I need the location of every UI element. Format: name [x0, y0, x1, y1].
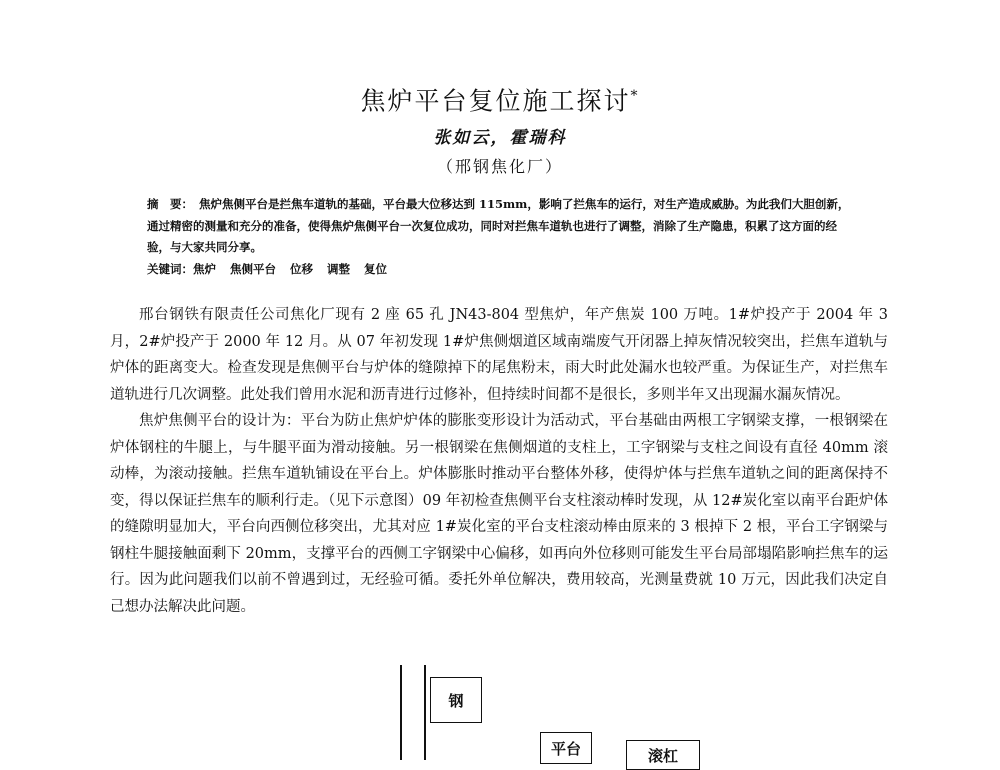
title-block	[0, 80, 1000, 177]
abstract	[147, 194, 859, 280]
paragraph: 焦炉焦侧平台的设计为：平台为防止焦炉炉体的膨胀变形设计为活动式，平台基础由两根工字钢梁支撑，一根钢梁在炉体钢柱的牛腿上，与牛腿平面为滑动接触。另一根钢梁在焦侧烟道的支柱上，工字钢梁与支柱之间设有直径 40mm 滚动棒，为滚动接触。拦焦车道轨铺设在平台上。炉体膨胀时推动平台整体外移，使得炉体与拦焦车道轨之间的距离保持不变，得以保证拦焦车的顺利行走。（见下示意图）09 年初检查焦侧平台支柱滚动棒时发现，从 12#炭化室以南平台距炉体的缝隙明显加大，平台向西侧位移突出，尤其对应 1#炭化室的平台支柱滚动棒由原来的 3 根掉下 2 根，平台工字钢梁与钢柱牛腿接触面剩下 20mm，支撑平台的西侧工字钢梁中心偏移，如再向外位移则可能发生平台局部塌陷影响拦焦车的运行。因为此问题我们以前不曾遇到过，无经验可循。委托外单位解决，费用较高，光测量费就 10 万元，因此我们决定自己想办法解决此问题。	[110, 413, 888, 615]
title-footnote-mark: *	[630, 88, 640, 104]
keyword: 焦侧平台	[230, 261, 276, 276]
platform-label-box: 平台	[540, 732, 592, 764]
abstract-text: 摘 要： 焦炉焦侧平台是拦焦车道轨的基础，平台最大位移达到 115mm，影响了拦焦车的运行，对生产造成威胁。为此我们大胆创新，通过精密的测量和充分的准备，使得焦炉焦侧平台一次复位成功，同时对拦焦车道轨也进行了调整，消除了生产隐患，积累了这方面的经验，与大家共同分享。	[147, 197, 850, 254]
keyword: 焦炉	[193, 261, 216, 276]
keywords-label: 关键词：	[147, 261, 193, 276]
keyword: 位移	[290, 261, 313, 276]
keyword: 复位	[364, 261, 387, 276]
schematic-diagram	[400, 665, 760, 765]
keyword: 调整	[327, 261, 350, 276]
roller-label-box: 滚杠	[626, 740, 700, 770]
steel-label-box: 钢	[430, 677, 482, 723]
affiliation: （邢钢焦化厂）	[436, 157, 563, 177]
authors: 张如云，霍瑞科	[433, 128, 567, 149]
column-line	[400, 665, 402, 760]
article-title: 焦炉平台复位施工探讨*	[360, 86, 640, 116]
column-line	[424, 665, 426, 760]
keywords	[147, 259, 859, 281]
abstract-label: 摘 要：	[147, 197, 193, 211]
body-text	[110, 302, 888, 620]
paragraph: 邢台钢铁有限责任公司焦化厂现有 2 座 65 孔 JN43-804 型焦炉，年产焦炭 100 万吨。1#炉投产于 2004 年 3 月，2#炉投产于 2000 年 12 月。从 07 年初发现 1#炉焦侧烟道区域南端废气开闭器上掉灰情况较突出，拦焦车道轨与炉体的距离变大。检查发现是焦侧平台与炉体的缝隙掉下的尾焦粉末，雨大时此处漏水也较严重。为保证生产，对拦焦车道轨进行几次调整。此处我们曾用水泥和沥青进行过修补，但持续时间都不是很长，多则半年又出现漏水漏灰情况。	[110, 307, 888, 403]
